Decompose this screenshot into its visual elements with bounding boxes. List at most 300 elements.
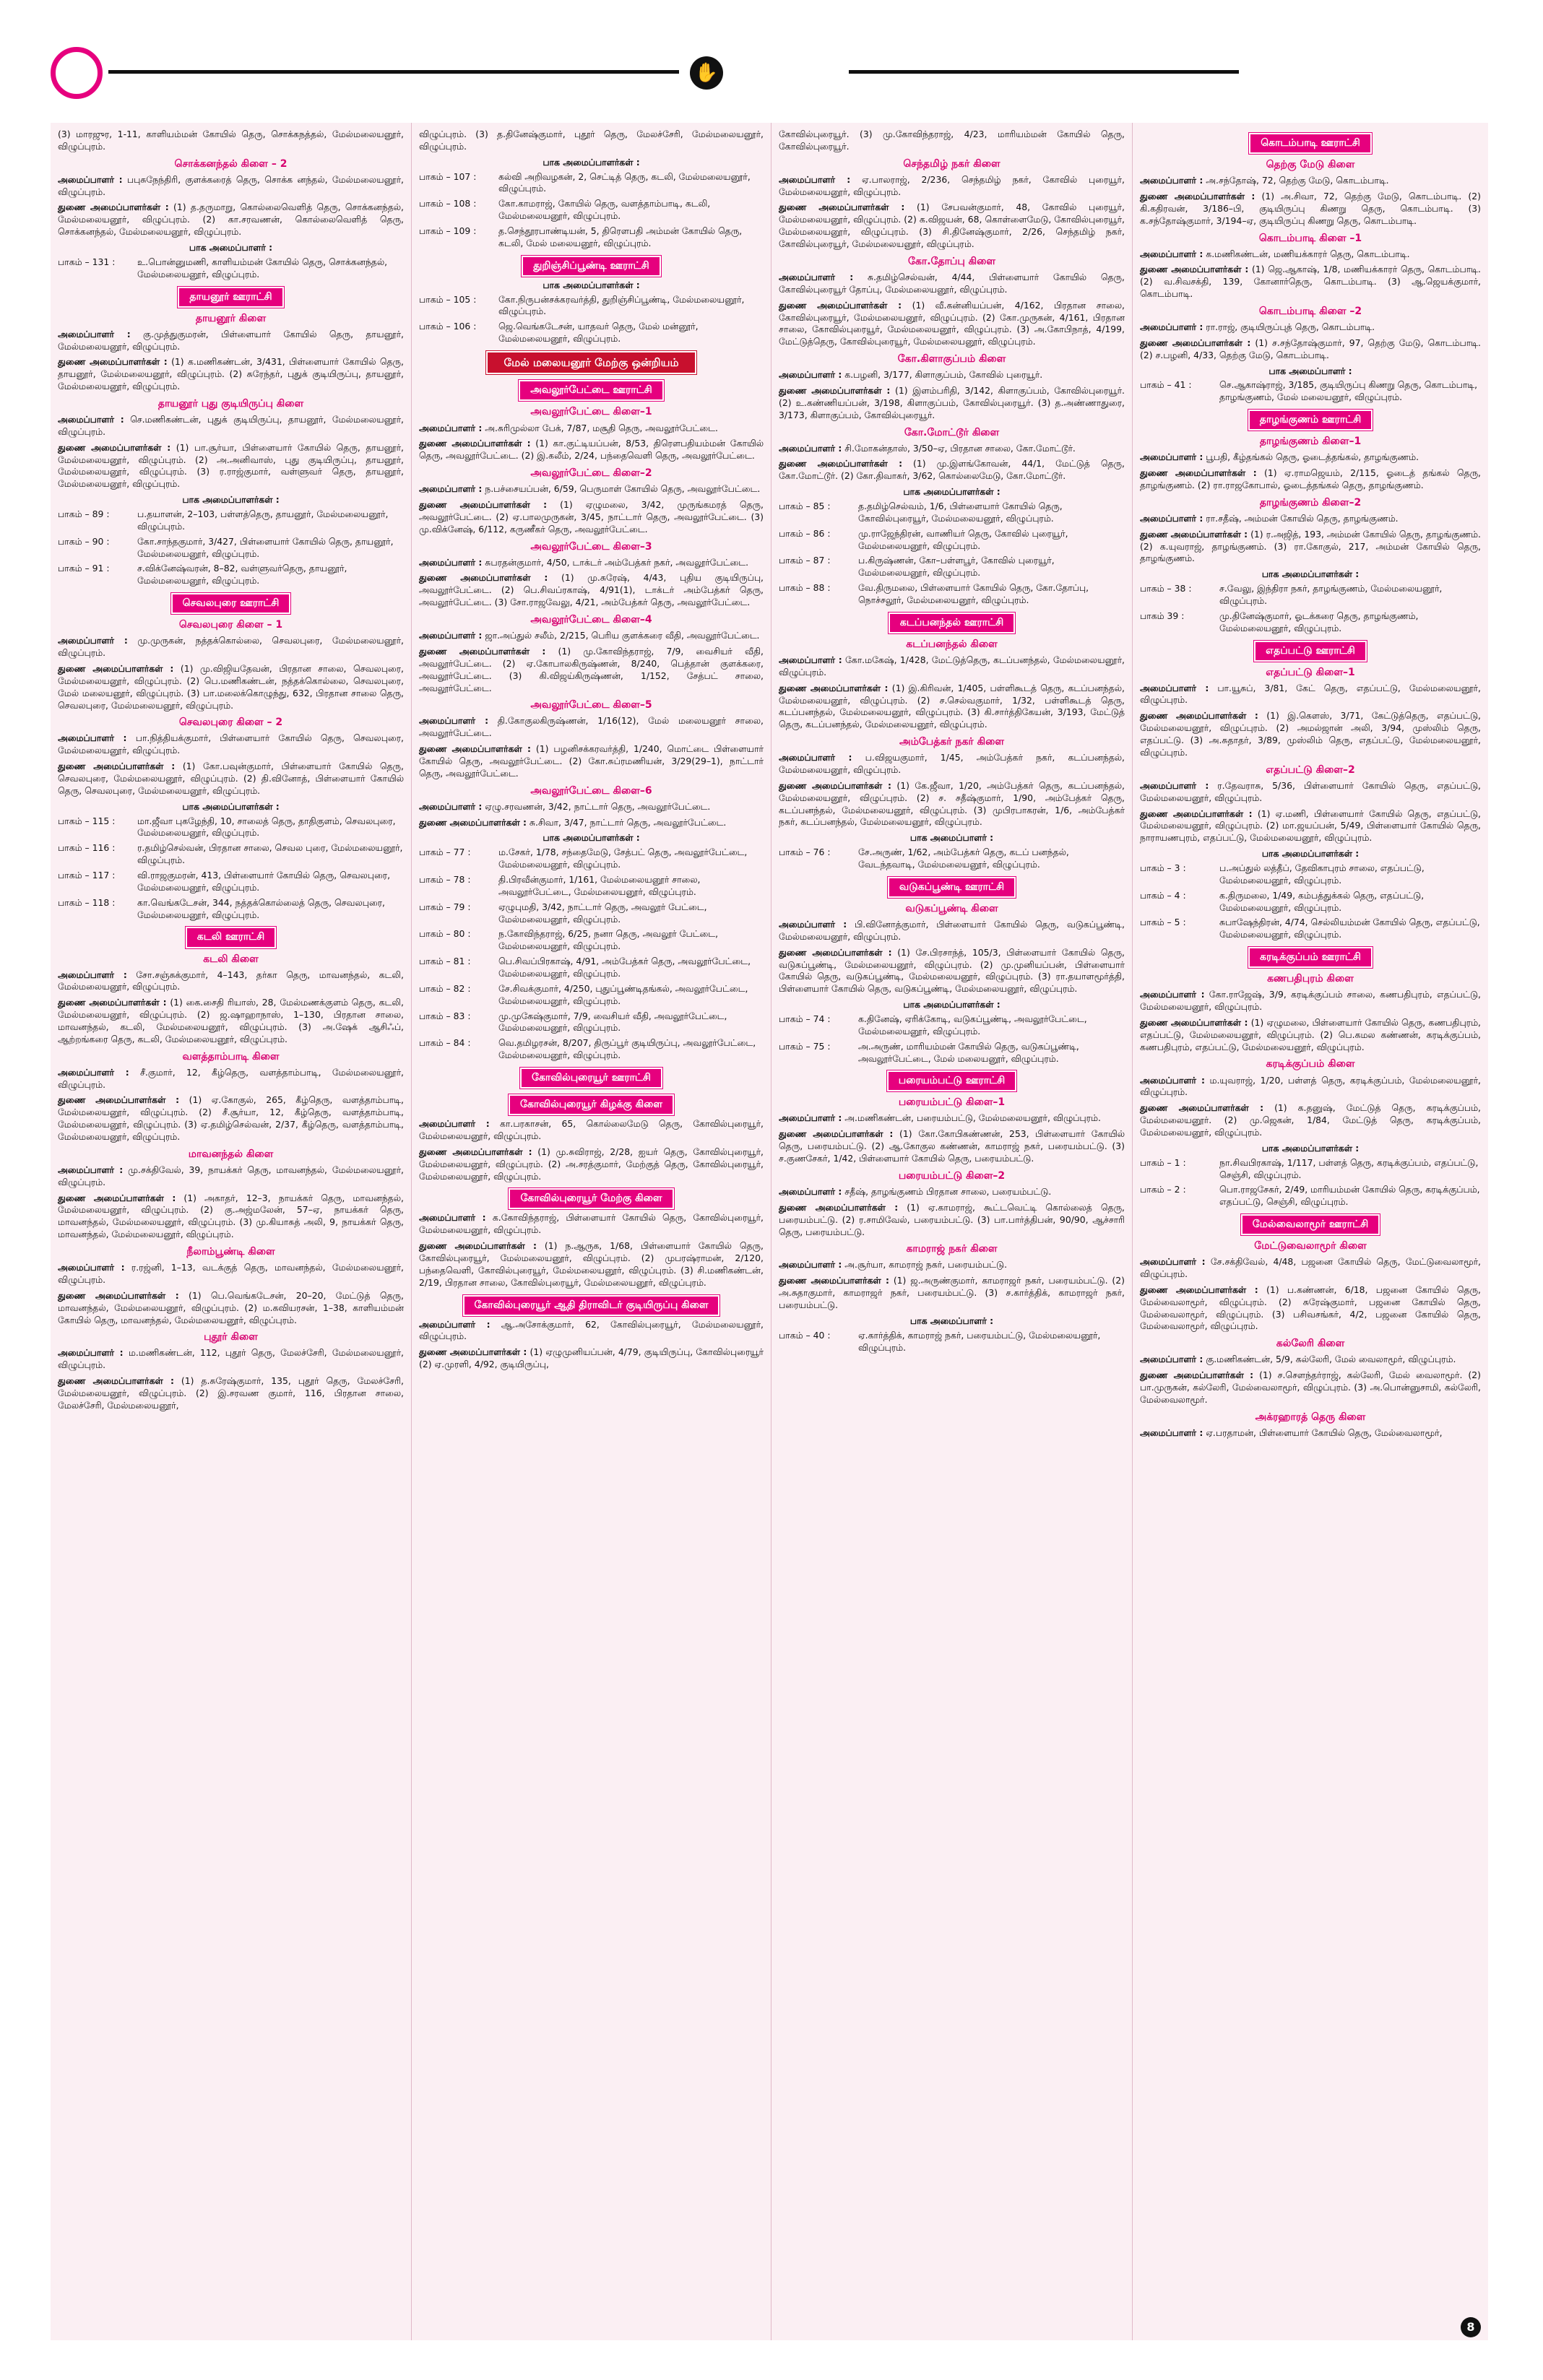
deputy-organisers-entry <box>779 1202 1125 1239</box>
deputy-organisers-label: துணை அமைப்பாளர்கள் : <box>779 202 905 213</box>
deputy-organisers-entry <box>58 1193 404 1241</box>
panchayat-banner <box>1140 1214 1481 1235</box>
panchayat-banner <box>779 613 1125 633</box>
panchayat-banner <box>58 927 404 948</box>
section-block <box>1140 947 1481 1053</box>
deputy-organisers-label: துணை அமைப்பாளர்கள் : <box>1140 528 1248 540</box>
organiser-value: ஏ.பரதாமன், பிள்ளையார் கோயில் தெரு, மேல்வைலாமூர், <box>1206 1427 1443 1438</box>
booth-number: பாகம் – 79 : <box>419 901 471 912</box>
panchayat-banner <box>779 1070 1125 1091</box>
organiser-label: அமைப்பாளர் : <box>419 1212 486 1224</box>
deputy-organisers-entry <box>779 385 1125 422</box>
deputy-organisers-label: துணை அமைப்பாளர்கள் : <box>58 441 171 453</box>
booth-row <box>58 256 404 281</box>
organiser-value: சுபரதன்குமார், 4/50, டாக்டர் அம்பேத்கர் நகர், அவலூர்பேட்டை. <box>485 556 749 568</box>
booth-row <box>58 842 404 867</box>
organiser-value: செ.மணிகண்டன், புதுக் குடியிருப்பு, தாயனூர், மேல்மலையனூர், விழுப்புரம். <box>58 414 404 437</box>
section-block <box>419 467 764 535</box>
organiser-value: ப.விஜயகுமார், 1/45, அம்பேத்கர் நகர், கடப்பனந்தல், மேல்மலையனூர், விழுப்புரம். <box>779 752 1125 776</box>
branch-heading: தாழங்குணம் கிளை–2 <box>1259 496 1362 509</box>
column-1 <box>51 123 412 2340</box>
deputy-organisers-value: (1) ஏழுமலை, 3/42, முருங்கமரத் தெரு, அவலூர்பேட்டை. (2) ஏ.பாலமுருகன், 3/45, நாட்டார் தெரு, அவலூர்பேட்டை. (3) மு.விக்னேஷ், 6/112, கருணீகர் தெரு, அவலூர்பேட்டை. <box>419 498 764 535</box>
organiser-value: ர.தேவராசு, 5/36, பிள்ளையார் கோயில் தெரு, எதப்பட்டு, மேல்மலையனூர், விழுப்புரம். <box>1140 779 1481 803</box>
organiser-entry <box>58 1262 404 1286</box>
organiser-entry <box>1140 1256 1481 1281</box>
branch-heading: புதூர் கிளை <box>204 1331 258 1343</box>
booth-row <box>779 847 1125 871</box>
organiser-label: அமைப்பாளர் : <box>779 369 842 381</box>
branch-banner-text: கோவில்புரையூர் மேற்கு கிளை <box>509 1188 673 1209</box>
booth-row <box>779 1330 1125 1354</box>
branch-heading: அவலூர்பேட்டை கிளை–4 <box>530 614 652 626</box>
organiser-value: பூபதி, கீழ்தங்கல் தெரு, ஓடைத்தங்கல், தாழங்குணம். <box>1206 451 1419 463</box>
deputy-organisers-entry <box>779 300 1125 348</box>
panchayat-banner-text: அவலூர்பேட்டை ஊராட்சி <box>519 380 663 401</box>
booth-row <box>779 1041 1125 1065</box>
organiser-value: அ.சூர்யா, காமராஜ் நகர், பரையம்பட்டு. <box>844 1259 1008 1271</box>
organiser-value: மு.முருகன், நத்தக்கொல்லை, செவலபுரை, மேல்மலையனூர், விழுப்புரம். <box>58 635 404 659</box>
deputy-organisers-value: (1) கோ.பவுன்குமார், பிள்ளையார் கோயில் தெரு, செவலபுரை, மேல்மலையனூர், விழுப்புரம். (2) தி.வினோத், பிள்ளையார் கோயில் தெரு, செவலபுரை, மேல்மலையனூர், விழுப்புரம். <box>58 761 404 796</box>
organiser-entry <box>58 174 404 199</box>
booth-number: பாகம் – 1 : <box>1140 1156 1186 1168</box>
organiser-entry <box>419 1212 764 1237</box>
organiser-label: அமைப்பாளர் : <box>1140 175 1203 186</box>
booth-row <box>419 1037 764 1062</box>
section-block <box>58 287 404 393</box>
branch-heading: தாழங்குணம் கிளை–1 <box>1259 436 1362 448</box>
deputy-organisers-label: துணை அமைப்பாளர்கள் : <box>419 1346 527 1358</box>
deputy-organisers-value: சு.சிவா, 3/47, நாட்டார் தெரு, அவலூர்பேட்டை. <box>529 816 727 828</box>
deputy-organisers-value: (1) இ.கிரிவன், 1/405, பள்ளிகூடத் தெரு, கடப்பனந்தல், மேல்மலையனூர், விழுப்புரம். (2) ச.செல்வகுமார், 1/32, பள்ளிகூடத் தெரு, கடப்பனந்தல், மேல்மலையனூர், விழுப்புரம். (3) கி.சார்த்திகேயன், 3/193, மேட்டுத் தெரு, கடப்பனந்தல், மேல்மலையனூர், விழுப்புரம். <box>779 682 1125 730</box>
deputy-organisers-entry <box>58 356 404 393</box>
organiser-label: அமைப்பாளர் : <box>419 715 489 727</box>
panchayat-banner-text: எதப்பட்டு ஊராட்சி <box>1254 641 1367 662</box>
organiser-entry <box>1140 989 1481 1013</box>
organiser-value: ரா.ராஜ், குடியிருப்புத் தெரு, கொடம்பாடி. <box>1206 321 1375 332</box>
booth-organiser: சே.அருண், 1/62, அம்பேத்கர் தெரு, கடப் பனந்தல், வேடந்தவாடி, மேல்மலையனூர், விழுப்புரம். <box>858 847 1069 870</box>
panchayat-banner <box>419 256 764 277</box>
organiser-value: பா.நித்தியக்குமார், பிள்ளையார் கோயில் தெரு, செவலபுரை, மேல்மலையனூர், விழுப்புரம். <box>58 732 404 756</box>
deputy-organisers-entry <box>779 683 1125 731</box>
section-block <box>1140 133 1481 228</box>
deputy-organisers-value: (1) பழனிசக்கரவர்த்தி, 1/240, மொட்டை பிள்ளையார் கோயில் தெரு, அவலூர்பேட்டை. (2) கோ.சுப்ரமணியன், 3/29(29–1), நாட்டார் தெரு, அவலூர்பேட்டை. <box>419 743 764 779</box>
booth-organiser: ம.சேகர், 1/78, சந்தைமேடு, சேத்பட் தெரு, அவலூர்பேட்டை, மேல்மலையனூர், விழுப்புரம். <box>498 847 748 870</box>
deputy-organisers-entry <box>58 997 404 1045</box>
deputy-organisers-value: (1) சே.பிரசாந்த், 105/3, பிள்ளையார் கோயில் தெரு, வடுகப்பூண்டி, மேல்மலையனூர், விழுப்புரம். (2) மு.முனியப்பன், பிள்ளையார் கோயில் தெரு, வடுகப்பூண்டி, மேல்மலையனூர், விழுப்புரம். (3) ரா.தயாளமூர்த்தி, பிள்ளையார் கோயில் தெரு, வடுகப்பூண்டி, மேல்மலையனூர், விழுப்புரம். <box>779 946 1125 995</box>
booth-row <box>58 897 404 922</box>
deputy-organisers-label: துணை அமைப்பாளர்கள் : <box>779 1201 899 1213</box>
branch-banner-text: கோவில்புரையூர் கிழக்கு கிளை <box>509 1094 674 1115</box>
deputy-organisers-entry <box>419 572 764 609</box>
panchayat-banner-text: பரையம்பட்டு ஊராட்சி <box>887 1070 1016 1091</box>
deputy-organisers-value: (1) ஏ.காமராஜ், கூட்டவெட்டி கொல்லைத் தெரு, பரையம்பட்டு. (2) ர.சாமிவேல், பரையம்பட்டு. (3) பா.பார்த்திபன், 90/90, ஆச்சாரி தெரு, பரையம்பட்டு. <box>779 1201 1125 1237</box>
deputy-organisers-label: துணை அமைப்பாளர்கள் : <box>1140 1102 1264 1114</box>
organiser-value: ம.மணிகண்டன், 112, புதூர் தெரு, மேலச்சேரி, மேல்மலையனூர், விழுப்புரம். <box>58 1347 404 1371</box>
section-block <box>779 157 1125 251</box>
deputy-organisers-value: (1) த.சுரேஷ்குமார், 135, புதூர் தெரு, மேலச்சேரி, மேல்மலையனூர், விழுப்புரம். (2) இ.சரவண குமார், 116, பிரதான சாலை, மேலச்சேரி, மேல்மலையனூர், <box>58 1375 404 1411</box>
deputy-organisers-entry <box>1140 1369 1481 1406</box>
paragraph-text: கோவில்புரையூர். (3) மு.கோவிந்தராஜ், 4/23, மாரியம்மன் கோயில் தெரு, கோவில்புரையூர். <box>779 129 1125 152</box>
booth-row <box>1140 917 1481 941</box>
booth-row <box>1140 379 1481 404</box>
organiser-value: சோ.சஞ்சுக்குமார், 4–143, தர்கா தெரு, மாவனந்தல், கடலி, மேல்மலையனூர், விழுப்புரம். <box>58 969 404 992</box>
section-block <box>1140 1057 1481 1208</box>
organiser-value: ர.ரஜ்னி, 1–13, வடக்குத் தெரு, மாவனந்தல், மேல்மலையனூர், விழுப்புரம். <box>58 1262 404 1285</box>
deputy-organisers-entry <box>58 1094 404 1143</box>
branch-heading: எதப்பட்டு கிளை–2 <box>1266 763 1355 776</box>
section-block <box>419 351 764 374</box>
organiser-entry <box>779 1259 1125 1271</box>
booth-number: பாகம் – 82 : <box>419 982 471 994</box>
booth-row <box>1140 862 1481 887</box>
organiser-label: அமைப்பாளர் : <box>58 328 131 339</box>
branch-heading: சொக்கனந்தல் கிளை – 2 <box>174 157 288 170</box>
branch-heading: வடுகப்பூண்டி கிளை <box>905 902 998 914</box>
booth-number: பாகம் – 84 : <box>419 1037 471 1049</box>
deputy-organisers-label: துணை அமைப்பாளர்கள் : <box>1140 710 1258 722</box>
paragraph-text: (3) மாரஜுர, 1-11, காளியம்மன் கோயில் தெரு, சொக்கநத்தல், மேல்மலையனூர், விழுப்புரம். <box>58 129 404 152</box>
panchayat-banner <box>58 287 404 308</box>
section-block <box>419 129 764 250</box>
panchayat-banner <box>58 593 404 614</box>
booth-organisers-heading: பாக அமைப்பாளர்கள் : <box>182 800 280 812</box>
booth-number: பாகம் – 77 : <box>419 847 471 858</box>
branch-heading: மேட்டுவைலாமூர் கிளை <box>1254 1240 1367 1252</box>
organiser-entry <box>419 801 764 813</box>
booth-row <box>419 901 764 926</box>
booth-number: பாகம் – 106 : <box>419 321 477 332</box>
deputy-organisers-label: துணை அமைப்பாளர்கள் : <box>419 498 548 510</box>
booth-number: பாகம் – 4 : <box>1140 889 1186 901</box>
panchayat-banner <box>1140 947 1481 968</box>
organiser-entry <box>779 752 1125 776</box>
deputy-organisers-value: (1) ஏ.மணி, பிள்ளையார் கோயில் தெரு, எதப்பட்டு, மேல்மலையனூர், விழுப்புரம். (2) மா.ஜயப்பன், 5/49, பிள்ளையார் கோயில் தெரு, நாராயணபுரம், எதப்பட்டு, மேல்மலையனூர், விழுப்புரம். <box>1140 808 1481 844</box>
section-block <box>58 1245 404 1326</box>
deputy-organisers-label: துணை அமைப்பாளர்கள் : <box>58 202 169 213</box>
organiser-entry <box>58 414 404 438</box>
booth-number: பாகம் – 117 : <box>58 870 116 881</box>
deputy-organisers-value: (1) ஏ.கோகுல், 265, கீழ்தெரு, வளத்தாம்பாடி, மேல்மலையனூர், விழுப்புரம். (2) சீ.சூர்யா, 12, கீழ்தெரு, வளத்தாம்பாடி, மேல்மலையனூர், விழுப்புரம். (3) ஏ.தமிழ்செல்வன், 2/37, கீழ்தெரு, வளத்தாம்பாடி, மேல்மலையனூர், விழுப்புரம். <box>58 1094 404 1143</box>
deputy-organisers-value: (1) இ.கௌஸ், 3/71, கேட்டுத்தெரு, எதப்பட்டு, மேல்மலையனூர், விழுப்புரம். (2) அமல்ஜான் அலி, 3/94, முஸ்லிம் தெரு, எதப்பட்டு. (3) அ.சுதாதர், 3/89, முஸ்லிம் தெரு, எதப்பட்டு, மேல்மலையனூர், விழுப்புரம். <box>1140 710 1481 758</box>
booth-organisers-heading: பாக அமைப்பாளர்கள் : <box>1261 1142 1360 1154</box>
deputy-organisers-entry <box>1140 264 1481 300</box>
organiser-value: ஏழு.சரவணன், 3/42, நாட்டார் தெரு, அவலூர்பேட்டை. <box>485 800 711 812</box>
booth-organiser: ந.கோவிந்தராஜ், 6/25, நனா தெரு, அவலூர் பேட்டை, மேல்மலையனூர், விழுப்புரம். <box>498 928 719 952</box>
section-block <box>58 1050 404 1143</box>
organiser-entry <box>779 654 1125 679</box>
deputy-organisers-value: (1) ந.ஆருக, 1/68, பிள்ளையார் கோயில் தெரு, கோவில்புரையூர், மேல்மலையனூர், விழுப்புரம். (2) முபரஷ்ராமன், 2/120, பந்தைவெளி, கோவில்புரையூர், மேல்மலையனூர், விழுப்புரம். (3) சி.மணிகண்டன், 2/19, பிரதான சாலை, கோவில்புரையூர், மேல்மலையனூர், விழுப்புரம். <box>419 1240 764 1288</box>
branch-heading: வளத்தாம்பாடி கிளை <box>182 1050 280 1063</box>
section-block <box>779 426 1125 607</box>
organiser-label: அமைப்பாளர் : <box>1140 248 1203 259</box>
deputy-organisers-entry <box>419 1346 764 1371</box>
header-circle-ornament <box>51 47 103 99</box>
deputy-organisers-entry <box>419 743 764 780</box>
deputy-organisers-label: துணை அமைப்பாளர்கள் : <box>1140 1369 1254 1381</box>
section-block <box>1140 232 1481 300</box>
booth-organisers-heading: பாக அமைப்பாளர் : <box>189 242 273 254</box>
header-rule-right <box>849 70 1239 74</box>
page-number: 8 <box>1461 2317 1481 2337</box>
booth-number: பாகம் – 89 : <box>58 509 110 520</box>
organiser-value: அ.சுரிமுல்லா பேக், 7/87, மசூதி தெரு, அவலூர்பேட்டை. <box>485 422 718 433</box>
branch-heading: நீலாம்பூண்டி கிளை <box>186 1246 275 1258</box>
organiser-label: அமைப்பாளர் : <box>1140 1256 1206 1268</box>
section-block <box>58 716 404 921</box>
section-block <box>779 735 1125 871</box>
deputy-organisers-value: (1) அகாதர், 12–3, நாயக்கர் தெரு, மாவனந்தல், மேல்மலையனூர், விழுப்புரம். (2) கு.அஜ்மலேன், 57–ஏ, நாயக்கர் தெரு, மாவனந்தல், மேல்மலையனூர், விழுப்புரம். (3) மு.கியாசுத் அலி, 9, நாயக்கர் தெரு, மாவனந்தல், மேல்மலையனூர், விழுப்புரம். <box>58 1192 404 1240</box>
booth-number: பாகம் – 109 : <box>419 225 477 237</box>
branch-heading: கோ.கிளாகுப்பம் கிளை <box>897 353 1006 365</box>
booth-row <box>58 563 404 587</box>
organiser-entry <box>58 1067 404 1091</box>
branch-heading: அம்பேத்கர் நகர் கிளை <box>899 736 1004 748</box>
deputy-organisers-label: துணை அமைப்பாளர்கள் : <box>58 356 168 368</box>
section-block <box>1140 1337 1481 1406</box>
panchayat-banner-text: கொடம்பாடி ஊராட்சி <box>1249 133 1372 154</box>
deputy-organisers-entry <box>1140 467 1481 492</box>
section-block <box>779 129 1125 153</box>
organiser-label: அமைப்பாளர் : <box>1140 1074 1205 1086</box>
booth-organiser: ஏ.கார்த்திக், காமராஜ் நகர், பரையம்பட்டு, மேல்மலையனூர், விழுப்புரம். <box>858 1329 1101 1353</box>
booth-number: பாகம் – 85 : <box>779 501 831 512</box>
deputy-organisers-value: (1) ச.சௌந்தர்ராஜ், கல்லேரி, மேல் வைலாமூர். (2) பா.முருகன், கல்லேரி, மேல்வைலாமூர், விழுப்புரம். (3) அ.பொன்னுசாமி, கல்லேரி, மேல்வைலாமூர். <box>1140 1369 1481 1405</box>
organiser-value: ரா.சதீஷ், அம்மன் கோயில் தெரு, தாழங்குணம். <box>1206 512 1399 524</box>
organiser-value: பபுசுநேந்திரி, குளக்கரைத் தெரு, சொக்க னந்தல், மேல்மலையனூர், விழுப்புரம். <box>58 173 404 197</box>
deputy-organisers-label: துணை அமைப்பாளர்கள் : <box>58 1289 179 1301</box>
booth-organiser: பொ.ராஜசேகர், 2/49, மாரியம்மன் கோயில் தெரு, கரடிக்குப்பம், எதப்பட்டு, செஞ்சி, விழுப்புரம். <box>1219 1184 1480 1208</box>
section-block <box>419 613 764 694</box>
deputy-organisers-entry <box>419 817 764 829</box>
deputy-organisers-entry <box>58 1290 404 1327</box>
deputy-organisers-value: (1) கோ.கோபிகண்ணன், 253, பிள்ளையார் கோயில் தெரு, பரையம்பட்டு. (2) ஆ.கோகுல கண்ணன், காமராஜ் நகர், பரையம்பட்டு. (3) ச.குணசேகர், 1/42, பிள்ளையார் கோயில் தெரு, பரையம்பட்டு. <box>779 1128 1125 1164</box>
booth-row <box>419 225 764 250</box>
branch-banner-text: கோவில்புரையூர் ஆதி திராவிடர் குடியிருப்பு கிளை <box>463 1295 720 1316</box>
panchayat-banner-text: செவலபுரை ஊராட்சி <box>171 593 291 614</box>
organiser-entry <box>779 174 1125 199</box>
deputy-organisers-value: (1) மு.கோவிந்தராஜ், 7/9, வைசியர் வீதி, அவலூர்பேட்டை. (2) ஏ.கோபாலகிருஷ்ணன், 8/240, பெத்தான் குளக்கரை, அவலூர்பேட்டை. (3) கி.விஜய்கிருஷ்ணன், 1/152, சேத்பட் சாலை, அவலூர்பேட்டை. <box>419 645 764 693</box>
organiser-label: அமைப்பாளர் : <box>58 1164 124 1175</box>
branch-banner <box>419 1094 764 1115</box>
booth-row <box>419 294 764 319</box>
organiser-label: அமைப்பாளர் : <box>419 630 483 641</box>
organiser-entry <box>58 635 404 659</box>
booth-organiser: மு.ராஜேந்திரன், வாணியர் தெரு, கோவில் புரையூர், மேல்மலையனூர், விழுப்புரம். <box>858 527 1068 551</box>
booth-row <box>419 983 764 1008</box>
booth-row <box>419 171 764 196</box>
booth-organiser: ச.விக்னேஷ்வரன், 8–82, வள்ளுவர்தெரு, தாயனூர், மேல்மலையனூர், விழுப்புரம். <box>137 563 347 587</box>
branch-heading: தாயனூர் கிளை <box>195 312 267 324</box>
hand-emblem-icon: ✋ <box>690 56 723 90</box>
panchayat-banner <box>1140 641 1481 662</box>
deputy-organisers-entry <box>1140 1017 1481 1054</box>
deputy-organisers-label: துணை அமைப்பாளர்கள் : <box>779 1275 889 1286</box>
organiser-entry <box>1140 1354 1481 1366</box>
booth-number: பாகம் – 80 : <box>419 928 471 940</box>
booth-number: பாகம் – 108 : <box>419 198 477 209</box>
organiser-entry <box>419 715 764 740</box>
deputy-organisers-label: துணை அமைப்பாளர்கள் : <box>1140 190 1255 202</box>
booth-organisers-heading: பாக அமைப்பாளர்கள் : <box>543 279 640 290</box>
deputy-organisers-label: துணை அமைப்பாளர்கள் : <box>58 1094 180 1106</box>
booth-row <box>58 815 404 840</box>
booth-number: பாகம் – 75 : <box>779 1040 831 1052</box>
branch-heading: பரையம்பட்டு கிளை–1 <box>898 1096 1006 1109</box>
organiser-value: க.பழனி, 3/177, கிளாகுப்பம், கோவில் புரையூர். <box>844 369 1043 381</box>
booth-organiser: உ.பொன்னுமணி, காளியம்மன் கோயில் தெரு, சொக்கனந்தல், மேல்மலையனூர், விழுப்புரம். <box>137 256 388 280</box>
organiser-entry <box>58 1164 404 1189</box>
deputy-organisers-value: (1) மு.இளங்கோவன், 44/1, மேட்டுத் தெரு, கோ.மோட்டூர். (2) கோ.திவாகர், 3/62, கொல்லைமேடு, கோ.மோட்டூர். <box>779 458 1125 482</box>
column-3 <box>772 123 1133 2340</box>
organiser-entry <box>779 1112 1125 1125</box>
section-block <box>779 1169 1125 1238</box>
branch-heading: எதப்பட்டு கிளை–1 <box>1266 666 1355 678</box>
branch-heading: அவலூர்பேட்டை கிளை–5 <box>530 699 652 711</box>
deputy-organisers-value: (1) அ.சிவா, 72, தெற்கு மேடு, கொடம்பாடி. (2) கி.கதிரவன், 3/186–பி, குடியிருப்பு கிணறு தெரு, கொடம்பாடி. (3) க.சந்தோஷ்குமார், 3/194–ஏ, குடியிருப்பு கிணறு தெரு, கொடம்பாடி. <box>1140 190 1481 226</box>
booth-organiser: சுபாஷேந்திரன், 4/74, செல்லியம்மன் கோயில் தெரு, எதப்பட்டு, மேல்மலையனூர், விழுப்புரம். <box>1219 917 1480 940</box>
booth-row <box>1140 610 1481 635</box>
booth-number: பாகம் – 87 : <box>779 555 831 566</box>
booth-organiser: க.தினேஷ், ஏரிக்கோடி, வடுகப்பூண்டி, அவலூர்பேட்டை, மேல்மலையனூர், விழுப்புரம். <box>858 1013 1087 1037</box>
booth-number: பாகம் – 83 : <box>419 1010 471 1021</box>
deputy-organisers-entry <box>1140 710 1481 758</box>
organiser-value: தி.கோகுலகிருஷ்ணன், 1/16(12), மேல் மலையனூர் சாலை, அவலூர்பேட்டை. <box>419 715 764 739</box>
booth-number: பாகம் – 38 : <box>1140 583 1192 594</box>
deputy-organisers-value: (1) ப.கண்ணன், 6/18, பஜனை கோயில் தெரு, மேல்வைலாமூர், விழுப்புரம். (2) சுரேஷ்குமார், பஜனை கோயில் தெரு, மேல்வைலாமூர், விழுப்புரம். (3) பசிவசங்கர், 4/2, பஜனை கோயில் தெரு, மேல்வைலாமூர், விழுப்புரம். <box>1140 1284 1481 1332</box>
organiser-entry <box>1140 780 1481 805</box>
panchayat-banner-text: கரடிக்குப்பம் ஊராட்சி <box>1248 947 1373 968</box>
deputy-organisers-value: (1) இளம்பரிதி, 3/142, கிளாகுப்பம், கோவில்புரையூர். (2) உ.கண்ணியப்பன், 3/198, கிளாகுப்பம், கோவில்புரையூர். (3) த.அண்ணாதுரை, 3/173, கிளாகுப்பம், கோவில்புரையூர். <box>779 384 1125 420</box>
section-block <box>58 397 404 587</box>
organiser-value: சு.தமிழ்செல்வன், 4/44, பிள்ளையார் கோயில் தெரு, கோவில்புரையூர் தோப்பு, மேல்மலையனூர், விழுப்புரம். <box>779 271 1125 295</box>
section-block <box>779 1070 1125 1165</box>
panchayat-banner-text: துறிஞ்சிப்பூண்டி ஊராட்சி <box>522 256 661 277</box>
deputy-organisers-value: (1) த.தருமாறு, கொல்லைவெளித் தெரு, சொக்கனந்தல், மேல்மலையனூர், விழுப்புரம். (2) கா.சரவணன், கொல்லைவெளித் தெரு, சொக்கனந்தல், மேல்மலையனூர், விழுப்புரம். <box>58 202 404 238</box>
deputy-organisers-value: (1) ர.அஜித், 193, அம்மன் கோயில் தெரு, தாழங்குணம். (2) க.யுவராஜ், தாழங்குணம். (3) ரா.கோகுல், 217, அம்மன் கோயில் தெரு, தாழங்குணம். <box>1140 528 1481 564</box>
branch-heading: கடப்பனந்தல் கிளை <box>906 638 998 650</box>
branch-heading: செந்தமிழ் நகர் கிளை <box>903 157 1000 170</box>
deputy-organisers-label: துணை அமைப்பாளர்கள் : <box>419 645 546 657</box>
booth-row <box>779 1013 1125 1038</box>
booth-number: பாகம் – 41 : <box>1140 379 1192 391</box>
deputy-organisers-entry <box>1140 337 1481 362</box>
organiser-label: அமைப்பாளர் : <box>58 635 128 646</box>
organiser-value: ந.பச்சையப்பன், 6/59, பெருமாள் கோயில் தெரு, அவலூர்பேட்டை. <box>485 483 761 495</box>
booth-row <box>779 555 1125 579</box>
branch-heading: அவலூர்பேட்டை கிளை–2 <box>530 467 652 480</box>
booth-number: பாகம் – 131 : <box>58 256 116 267</box>
branch-heading: கொடம்பாடி கிளை –1 <box>1258 232 1362 244</box>
booth-row <box>58 536 404 561</box>
deputy-organisers-label: துணை அமைப்பாளர்கள் : <box>58 1375 174 1387</box>
organiser-value: கோ.மகேஷ், 1/428, மேட்டுத்தெரு, கடப்பனந்தல், மேல்மலையனூர், விழுப்புரம். <box>779 654 1125 678</box>
union-banner <box>419 351 764 374</box>
organiser-label: அமைப்பாளர் : <box>1140 1354 1203 1365</box>
deputy-organisers-label: துணை அமைப்பாளர்கள் : <box>1140 1284 1258 1295</box>
deputy-organisers-label: துணை அமைப்பாளர்கள் : <box>419 1146 532 1157</box>
organiser-label: அமைப்பாளர் : <box>779 173 851 185</box>
panchayat-banner <box>779 877 1125 898</box>
deputy-organisers-value: (1) க.தனுஷ், மேட்டுத் தெரு, கரடிக்குப்பம், மேல்மலையனூர். (2) மு.ஜெகன், 1/84, மேட்டுத் தெரு, கரடிக்குப்பம், மேல்மலையனூர், விழுப்புரம். <box>1140 1102 1481 1138</box>
organiser-label: அமைப்பாளர் : <box>419 1118 490 1130</box>
booth-organisers-heading: பாக அமைப்பாளர்கள் : <box>903 999 1000 1011</box>
booth-organiser: வெ.தமிழரசன், 8/207, திருப்பூர் குடியிருப்பு, அவலூர்பேட்டை, மேல்மலையனூர், விழுப்புரம். <box>498 1037 756 1061</box>
organiser-value: சதீஷ், தாழங்குணம் பிரதான சாலை, பரையம்பட்டு. <box>844 1185 1052 1197</box>
organiser-entry <box>1140 175 1481 187</box>
deputy-organisers-label: துணை அமைப்பாளர்கள் : <box>58 997 167 1008</box>
deputy-organisers-value: (1) மு.சுரேஷ், 4/43, புதிய குடியிருப்பு, அவலூர்பேட்டை. (2) பெ.சிவப்ரகாஷ், 4/91(1), டாக்டர் அம்பேத்கர் தெரு, அவலூர்பேட்டை. (3) சோ.ராஜவேலு, 4/21, அம்பேத்கர் தெரு, அவலூர்பேட்டை. <box>419 572 764 608</box>
organiser-entry <box>779 272 1125 296</box>
deputy-organisers-label: துணை அமைப்பாளர்கள் : <box>419 572 548 584</box>
organiser-label: அமைப்பாளர் : <box>419 483 483 495</box>
booth-row <box>419 956 764 980</box>
organiser-label: அமைப்பாளர் : <box>779 1112 842 1124</box>
booth-number: பாகம் – 118 : <box>58 896 116 908</box>
deputy-organisers-label: துணை அமைப்பாளர்கள் : <box>58 1192 176 1203</box>
deputy-organisers-entry <box>1140 808 1481 845</box>
organiser-entry <box>779 1186 1125 1198</box>
organiser-entry <box>58 1347 404 1372</box>
booth-number: பாகம் – 40 : <box>779 1329 831 1341</box>
organiser-value: அ.மணிகண்டன், பரையம்பட்டு, மேல்மலையனூர், விழுப்புரம். <box>844 1112 1101 1124</box>
branch-heading: அவலூர்பேட்டை கிளை–1 <box>530 406 652 418</box>
organiser-value: ஏ.பாலராஜ், 2/236, செந்தமிழ் நகர், கோவில் புரையூர், மேல்மலையனூர், விழுப்புரம். <box>779 173 1125 197</box>
section-block <box>58 1330 404 1411</box>
organiser-label: அமைப்பாளர் : <box>419 800 483 812</box>
page-header <box>0 0 1543 108</box>
deputy-organisers-value: (1) கே.ஜீவா, 1/20, அம்பேத்கர் தெரு, கடப்பனந்தல், மேல்மலையனூர், விழுப்புரம். (2) ச. சதீஷ்குமார், 1/90, அம்பேத்கர் தெரு, கடப்பனந்தல், மேல்மலையனூர், விழுப்புரம். (3) முபிரபாகரன், 1/6, அம்பேத்கர் நகர், கடப்பனந்தல், மேல்மலையனூர், விழுப்புரம். <box>779 779 1125 828</box>
booth-organiser: ச.வேலு, இந்திரா நகர், தாழங்குணம், மேல்மலையனூர், விழுப்புரம். <box>1219 583 1443 606</box>
deputy-organisers-value: (1) பெ.வெங்கடேசன், 20–20, மேட்டுத் தெரு, மாவனந்தல், மேல்மலையனூர், விழுப்புரம். (2) ம.கவியரசன், 1–38, காளியம்மன் கோயில் தெரு, மாவனந்தல், மேல்மலையனூர், விழுப்புரம். <box>58 1289 404 1325</box>
organiser-entry <box>58 969 404 994</box>
deputy-organisers-value: (1) கா.குட்டியப்பன், 8/53, திரௌபதியம்மன் கோயில் தெரு, அவலூர்பேட்டை. (2) இ.கலீம், 2/24, பந்தைவெளி தெரு, அவலூர்பேட்டை. <box>419 438 764 462</box>
section-block <box>419 380 764 462</box>
branch-heading: தெற்கு மேடு கிளை <box>1266 159 1355 171</box>
organiser-value: சே.சக்திவேல், 4/48, பஜனை கோயில் தெரு, மேட்டுவைலாமூர், விழுப்புரம். <box>1140 1256 1481 1280</box>
organiser-label: அமைப்பாளர் : <box>419 556 483 568</box>
section-block <box>419 540 764 609</box>
organiser-label: அமைப்பாளர் : <box>1140 1427 1203 1438</box>
deputy-organisers-label: துணை அமைப்பாளர்கள் : <box>419 438 531 449</box>
organiser-value: க.கோவிந்தராஜ், பிள்ளையார் கோயில் தெரு, கோவில்புரையூர், மேல்மலையனூர், விழுப்புரம். <box>419 1212 764 1236</box>
organiser-value: ம.யுவராஜ், 1/20, பள்ளத் தெரு, கரடிக்குப்பம், மேல்மலையனூர், விழுப்புரம். <box>1140 1074 1481 1098</box>
branch-heading: கோ.தோப்பு கிளை <box>908 255 995 267</box>
booth-organiser: த.செந்தூரபாண்டியன், 5, திரௌபதி அம்மன் கோயில் தெரு, கடலி, மேல் மலையனூர், விழுப்புரம். <box>498 225 743 248</box>
deputy-organisers-label: துணை அமைப்பாளர்கள் : <box>419 1240 537 1252</box>
deputy-organisers-entry <box>58 663 404 711</box>
organiser-entry <box>779 369 1125 381</box>
deputy-organisers-value: (1) சேபவன்குமார், 48, கோவில் புரையூர், மேல்மலையனூர், விழுப்புரம். (2) க.விஜயன், 68, கொள்ளைமேடு, கோவில்புரையூர், மேல்மலையனூர், விழுப்புரம். (3) சி.தினேஷ்குமார், 2/26, செந்தமிழ் நகர், கோவில்புரையூர், மேல்மலையனூர், விழுப்புரம். <box>779 202 1125 250</box>
organiser-entry <box>779 919 1125 943</box>
panchayat-banner <box>419 1068 764 1089</box>
section-block <box>419 1188 764 1289</box>
branch-heading: அவலூர்பேட்டை கிளை–6 <box>530 784 652 797</box>
booth-organisers-heading: பாக அமைப்பாளர்கள் : <box>1261 568 1360 580</box>
organiser-value: க.மணிகண்டன், மணியக்காரர் தெரு, கொடம்பாடி. <box>1206 248 1410 259</box>
booth-organisers-heading: பாக அமைப்பாளர்கள் : <box>182 494 280 506</box>
organiser-value: பா.யூசுப், 3/81, கேட் தெரு, எதப்பட்டு, மேல்மலையனூர், விழுப்புரம். <box>1140 682 1481 706</box>
deputy-organisers-entry <box>1140 1284 1481 1333</box>
section-block <box>419 1068 764 1182</box>
deputy-organisers-value: (1) ஜ.அருண்குமார், காமராஜர் நகர், பரையம்பட்டு. (2) அ.சுதாகுமார், காமராஜர் நகர், பரையம்பட்டு. (3) ச.கார்த்திக், காமராஜர் நகர், பரையம்பட்டு. <box>779 1275 1125 1310</box>
booth-organisers-heading: பாக அமைப்பாளர்கள் : <box>543 156 640 168</box>
booth-number: பாகம் 39 : <box>1140 610 1185 621</box>
deputy-organisers-entry <box>419 499 764 536</box>
booth-organisers-heading: பாக அமைப்பாளர்கள் : <box>903 486 1000 498</box>
organiser-label: அமைப்பாளர் : <box>58 969 127 980</box>
branch-banner <box>419 1188 764 1209</box>
organiser-label: அமைப்பாளர் : <box>58 1347 124 1359</box>
